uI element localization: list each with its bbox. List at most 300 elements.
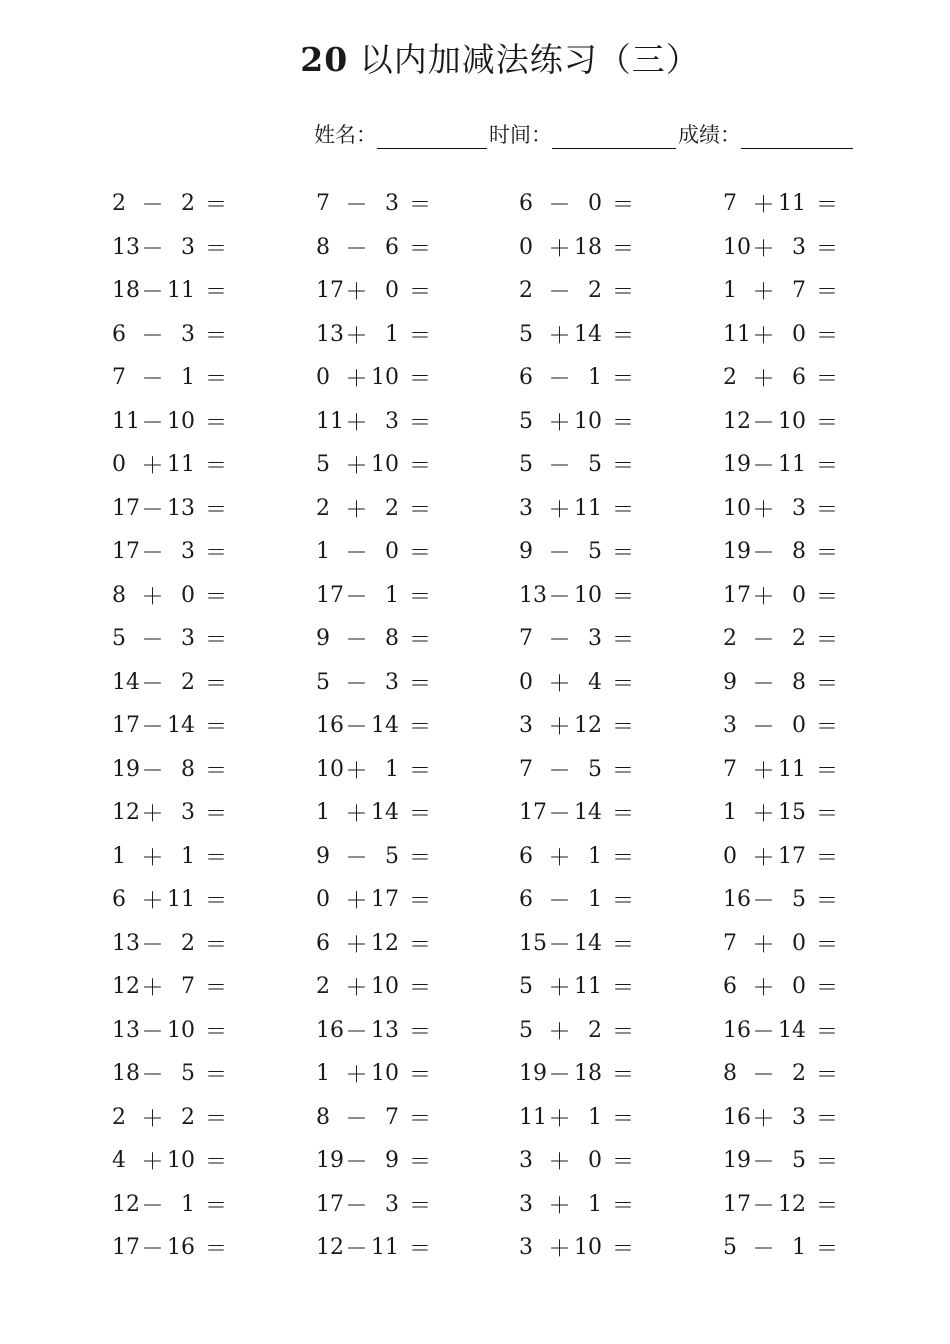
equals-sign: ＝ <box>611 497 634 523</box>
problem-row <box>112 269 932 313</box>
operand-a: 1 <box>723 800 737 826</box>
operator: ＋ <box>141 976 164 1002</box>
score-blank[interactable] <box>741 118 853 149</box>
problem-item <box>519 487 634 531</box>
problem-item <box>112 1226 227 1270</box>
operand-b: 11 <box>167 278 195 304</box>
operand-a: 12 <box>316 1235 344 1261</box>
operator: － <box>345 584 368 610</box>
problem-row <box>112 1139 932 1183</box>
operand-a: 16 <box>723 1017 751 1043</box>
equals-sign: ＝ <box>408 367 431 393</box>
problem-item <box>519 922 634 966</box>
operator: ＋ <box>752 758 775 784</box>
operand-b: 1 <box>588 1104 602 1130</box>
operator: － <box>345 541 368 567</box>
operand-b: 4 <box>588 669 602 695</box>
operator: － <box>752 1150 775 1176</box>
operator: ＋ <box>752 584 775 610</box>
operand-b: 5 <box>588 539 602 565</box>
operand-b: 7 <box>792 278 806 304</box>
operand-a: 6 <box>519 191 533 217</box>
operator: － <box>141 193 164 219</box>
operand-b: 3 <box>181 234 195 260</box>
operator: － <box>752 889 775 915</box>
problem-item <box>723 1009 838 1053</box>
operator: ＋ <box>345 454 368 480</box>
equals-sign: ＝ <box>204 715 227 741</box>
equals-sign: ＝ <box>611 802 634 828</box>
problem-item <box>316 1096 431 1140</box>
operand-b: 2 <box>181 669 195 695</box>
equals-sign: ＝ <box>611 193 634 219</box>
operand-a: 11 <box>316 408 344 434</box>
operator: － <box>345 845 368 871</box>
operand-b: 5 <box>385 843 399 869</box>
operator: － <box>752 1193 775 1219</box>
operand-b: 8 <box>181 756 195 782</box>
operand-a: 1 <box>316 539 330 565</box>
operator: － <box>345 1193 368 1219</box>
problem-item <box>112 487 227 531</box>
problem-item <box>112 574 227 618</box>
operand-b: 10 <box>574 1235 602 1261</box>
operand-b: 0 <box>792 713 806 739</box>
problem-item <box>316 965 431 1009</box>
equals-sign: ＝ <box>815 323 838 349</box>
operand-b: 11 <box>371 1235 399 1261</box>
equals-sign: ＝ <box>408 976 431 1002</box>
problem-item <box>723 574 838 618</box>
equals-sign: ＝ <box>611 236 634 262</box>
operand-b: 3 <box>181 539 195 565</box>
operand-b: 0 <box>588 1148 602 1174</box>
operand-b: 0 <box>792 930 806 956</box>
problem-item <box>519 835 634 879</box>
operand-b: 10 <box>574 408 602 434</box>
equals-sign: ＝ <box>408 758 431 784</box>
problem-row <box>112 356 932 400</box>
problem-item <box>519 1139 634 1183</box>
equals-sign: ＝ <box>611 323 634 349</box>
problem-item <box>723 791 838 835</box>
problem-item <box>112 661 227 705</box>
operator: － <box>752 715 775 741</box>
problem-item <box>723 530 838 574</box>
equals-sign: ＝ <box>408 193 431 219</box>
operator: ＋ <box>548 236 571 262</box>
equals-sign: ＝ <box>611 1237 634 1263</box>
equals-sign: ＝ <box>815 584 838 610</box>
operand-b: 1 <box>385 756 399 782</box>
operand-a: 6 <box>519 843 533 869</box>
operand-a: 0 <box>519 234 533 260</box>
problem-item <box>316 269 431 313</box>
equals-sign: ＝ <box>815 976 838 1002</box>
operator: － <box>345 1019 368 1045</box>
operator: ＋ <box>752 367 775 393</box>
equals-sign: ＝ <box>815 541 838 567</box>
operator: － <box>548 802 571 828</box>
equals-sign: ＝ <box>204 1063 227 1089</box>
operand-a: 13 <box>112 234 140 260</box>
student-info-line <box>314 115 855 149</box>
problem-item <box>723 1139 838 1183</box>
operator: ＋ <box>752 280 775 306</box>
operator: ＋ <box>752 976 775 1002</box>
operator: ＋ <box>345 802 368 828</box>
operator: ＋ <box>548 1193 571 1219</box>
equals-sign: ＝ <box>408 715 431 741</box>
equals-sign: ＝ <box>815 410 838 436</box>
problem-item <box>519 400 634 444</box>
operator: － <box>752 454 775 480</box>
problem-item <box>723 1226 838 1270</box>
equals-sign: ＝ <box>611 628 634 654</box>
operand-a: 19 <box>723 539 751 565</box>
operator: ＋ <box>345 280 368 306</box>
problem-item <box>723 704 838 748</box>
operand-a: 7 <box>723 930 737 956</box>
equals-sign: ＝ <box>204 976 227 1002</box>
operator: ＋ <box>752 323 775 349</box>
problem-item <box>316 182 431 226</box>
equals-sign: ＝ <box>611 454 634 480</box>
operand-a: 5 <box>519 321 533 347</box>
operator: － <box>345 1150 368 1176</box>
equals-sign: ＝ <box>408 1237 431 1263</box>
problem-item <box>519 1183 634 1227</box>
operand-a: 17 <box>316 278 344 304</box>
operand-b: 11 <box>778 756 806 782</box>
operand-b: 1 <box>588 843 602 869</box>
title-number: 20 <box>300 40 349 79</box>
operand-b: 16 <box>167 1235 195 1261</box>
problem-item <box>519 878 634 922</box>
worksheet-title <box>0 34 950 81</box>
operand-a: 17 <box>723 582 751 608</box>
problem-row <box>112 574 932 618</box>
problem-item <box>112 313 227 357</box>
problem-item <box>316 661 431 705</box>
operand-a: 5 <box>723 1235 737 1261</box>
operator: ＋ <box>548 1150 571 1176</box>
problem-item <box>112 269 227 313</box>
equals-sign: ＝ <box>815 1150 838 1176</box>
operand-a: 3 <box>519 1235 533 1261</box>
operand-b: 10 <box>371 365 399 391</box>
operand-a: 19 <box>723 452 751 478</box>
operator: － <box>548 628 571 654</box>
operator: － <box>141 236 164 262</box>
operand-a: 17 <box>112 713 140 739</box>
operator: － <box>141 323 164 349</box>
operator: ＋ <box>141 889 164 915</box>
operator: － <box>345 1106 368 1132</box>
equals-sign: ＝ <box>611 1106 634 1132</box>
operand-a: 1 <box>112 843 126 869</box>
problem-item <box>519 530 634 574</box>
operator: － <box>141 541 164 567</box>
problem-item <box>519 1009 634 1053</box>
equals-sign: ＝ <box>815 932 838 958</box>
operand-a: 7 <box>519 626 533 652</box>
equals-sign: ＝ <box>408 1019 431 1045</box>
operator: － <box>548 889 571 915</box>
operand-b: 3 <box>792 495 806 521</box>
equals-sign: ＝ <box>611 410 634 436</box>
operand-b: 3 <box>588 626 602 652</box>
problem-item <box>316 1052 431 1096</box>
operator: － <box>141 1063 164 1089</box>
operand-b: 0 <box>792 321 806 347</box>
problem-item <box>112 1052 227 1096</box>
operand-b: 10 <box>167 1148 195 1174</box>
problem-item <box>519 617 634 661</box>
equals-sign: ＝ <box>611 715 634 741</box>
problem-row <box>112 443 932 487</box>
operator: ＋ <box>345 976 368 1002</box>
operand-a: 9 <box>316 843 330 869</box>
operand-b: 14 <box>574 800 602 826</box>
problem-item <box>723 487 838 531</box>
problem-item <box>112 965 227 1009</box>
problem-item <box>519 313 634 357</box>
problem-row <box>112 748 932 792</box>
operand-b: 7 <box>385 1104 399 1130</box>
equals-sign: ＝ <box>204 1019 227 1045</box>
equals-sign: ＝ <box>611 541 634 567</box>
equals-sign: ＝ <box>204 454 227 480</box>
operator: ＋ <box>345 889 368 915</box>
operator: ＋ <box>752 193 775 219</box>
problem-row <box>112 617 932 661</box>
operand-a: 13 <box>112 930 140 956</box>
equals-sign: ＝ <box>815 280 838 306</box>
operator: － <box>141 715 164 741</box>
equals-sign: ＝ <box>204 628 227 654</box>
operand-a: 16 <box>723 1104 751 1130</box>
operand-a: 18 <box>112 1061 140 1087</box>
equals-sign: ＝ <box>408 802 431 828</box>
operand-a: 1 <box>316 800 330 826</box>
problem-item <box>316 1226 431 1270</box>
score-label: 成绩： <box>678 123 741 147</box>
problem-item <box>112 835 227 879</box>
equals-sign: ＝ <box>815 367 838 393</box>
operator: ＋ <box>548 497 571 523</box>
problem-row <box>112 530 932 574</box>
operator: ＋ <box>345 758 368 784</box>
operator: － <box>345 628 368 654</box>
equals-sign: ＝ <box>204 193 227 219</box>
operator: ＋ <box>548 1019 571 1045</box>
operand-b: 2 <box>792 626 806 652</box>
operand-a: 12 <box>112 800 140 826</box>
problem-item <box>112 400 227 444</box>
operand-b: 11 <box>167 887 195 913</box>
operator: － <box>548 280 571 306</box>
equals-sign: ＝ <box>815 1193 838 1219</box>
problem-item <box>316 1183 431 1227</box>
operand-a: 16 <box>316 713 344 739</box>
operand-b: 2 <box>385 495 399 521</box>
problem-item <box>316 400 431 444</box>
operator: － <box>141 497 164 523</box>
operand-a: 11 <box>519 1104 547 1130</box>
operand-b: 11 <box>574 974 602 1000</box>
operand-a: 8 <box>316 1104 330 1130</box>
operand-b: 17 <box>778 843 806 869</box>
operator: － <box>548 932 571 958</box>
operator: ＋ <box>548 1237 571 1263</box>
operator: － <box>345 193 368 219</box>
equals-sign: ＝ <box>408 497 431 523</box>
operand-a: 5 <box>519 974 533 1000</box>
equals-sign: ＝ <box>611 1063 634 1089</box>
problem-row <box>112 661 932 705</box>
operand-b: 8 <box>792 539 806 565</box>
problem-item <box>723 400 838 444</box>
problem-row <box>112 1183 932 1227</box>
problem-item <box>316 704 431 748</box>
operand-b: 10 <box>167 408 195 434</box>
operator: ＋ <box>141 454 164 480</box>
operand-a: 9 <box>723 669 737 695</box>
problem-item <box>316 878 431 922</box>
operator: － <box>548 454 571 480</box>
operator: － <box>141 671 164 697</box>
operator: ＋ <box>548 976 571 1002</box>
problem-row <box>112 922 932 966</box>
equals-sign: ＝ <box>204 758 227 784</box>
operand-b: 1 <box>588 1191 602 1217</box>
operand-b: 3 <box>181 800 195 826</box>
operand-a: 9 <box>316 626 330 652</box>
operand-a: 7 <box>723 756 737 782</box>
operand-a: 8 <box>723 1061 737 1087</box>
operand-a: 9 <box>519 539 533 565</box>
problem-item <box>519 704 634 748</box>
operand-a: 17 <box>112 495 140 521</box>
operator: － <box>141 410 164 436</box>
operand-a: 6 <box>112 321 126 347</box>
operand-a: 0 <box>316 887 330 913</box>
operand-b: 3 <box>385 408 399 434</box>
operand-a: 16 <box>316 1017 344 1043</box>
problem-item <box>112 1096 227 1140</box>
operand-b: 12 <box>778 1191 806 1217</box>
equals-sign: ＝ <box>204 236 227 262</box>
operand-b: 1 <box>181 1191 195 1217</box>
problem-row <box>112 878 932 922</box>
operand-a: 15 <box>519 930 547 956</box>
name-blank[interactable] <box>377 118 487 149</box>
operand-a: 8 <box>112 582 126 608</box>
operand-b: 2 <box>588 278 602 304</box>
operand-a: 10 <box>723 234 751 260</box>
equals-sign: ＝ <box>204 323 227 349</box>
problem-item <box>723 661 838 705</box>
operand-b: 14 <box>574 930 602 956</box>
problem-item <box>316 574 431 618</box>
problem-item <box>519 1096 634 1140</box>
operator: － <box>752 671 775 697</box>
equals-sign: ＝ <box>815 497 838 523</box>
equals-sign: ＝ <box>204 1193 227 1219</box>
operator: － <box>752 1019 775 1045</box>
operator: － <box>752 541 775 567</box>
operand-a: 3 <box>519 1148 533 1174</box>
operator: ＋ <box>141 584 164 610</box>
operand-a: 19 <box>519 1061 547 1087</box>
operator: ＋ <box>752 497 775 523</box>
operand-a: 5 <box>519 408 533 434</box>
operator: ＋ <box>548 410 571 436</box>
operand-b: 1 <box>385 321 399 347</box>
problem-item <box>519 791 634 835</box>
problem-item <box>316 835 431 879</box>
equals-sign: ＝ <box>204 845 227 871</box>
problem-item <box>723 1052 838 1096</box>
equals-sign: ＝ <box>204 1237 227 1263</box>
operand-a: 16 <box>723 887 751 913</box>
operand-b: 5 <box>588 756 602 782</box>
problem-item <box>112 1009 227 1053</box>
operand-b: 0 <box>792 582 806 608</box>
operand-b: 3 <box>181 626 195 652</box>
problem-item <box>316 313 431 357</box>
operand-a: 19 <box>316 1148 344 1174</box>
operator: ＋ <box>548 1106 571 1132</box>
problem-item <box>519 1052 634 1096</box>
equals-sign: ＝ <box>204 497 227 523</box>
operator: ＋ <box>752 845 775 871</box>
equals-sign: ＝ <box>408 1150 431 1176</box>
operand-a: 10 <box>316 756 344 782</box>
operand-b: 1 <box>588 365 602 391</box>
operand-b: 5 <box>792 1148 806 1174</box>
operand-a: 17 <box>112 1235 140 1261</box>
equals-sign: ＝ <box>408 1193 431 1219</box>
operand-b: 11 <box>778 191 806 217</box>
time-blank[interactable] <box>552 118 676 149</box>
equals-sign: ＝ <box>815 715 838 741</box>
operator: ＋ <box>141 802 164 828</box>
operand-b: 14 <box>167 713 195 739</box>
operand-b: 10 <box>371 452 399 478</box>
equals-sign: ＝ <box>815 236 838 262</box>
problem-row <box>112 1052 932 1096</box>
operand-a: 0 <box>723 843 737 869</box>
operand-b: 10 <box>371 974 399 1000</box>
operator: － <box>141 1019 164 1045</box>
problem-item <box>519 226 634 270</box>
operator: ＋ <box>548 671 571 697</box>
operand-b: 11 <box>574 495 602 521</box>
operand-b: 0 <box>385 278 399 304</box>
problem-item <box>316 226 431 270</box>
operand-a: 17 <box>519 800 547 826</box>
problem-item <box>112 226 227 270</box>
operand-b: 18 <box>574 234 602 260</box>
problem-row <box>112 487 932 531</box>
operand-b: 5 <box>588 452 602 478</box>
operand-a: 8 <box>316 234 330 260</box>
problem-item <box>112 1183 227 1227</box>
equals-sign: ＝ <box>815 1063 838 1089</box>
operand-b: 15 <box>778 800 806 826</box>
